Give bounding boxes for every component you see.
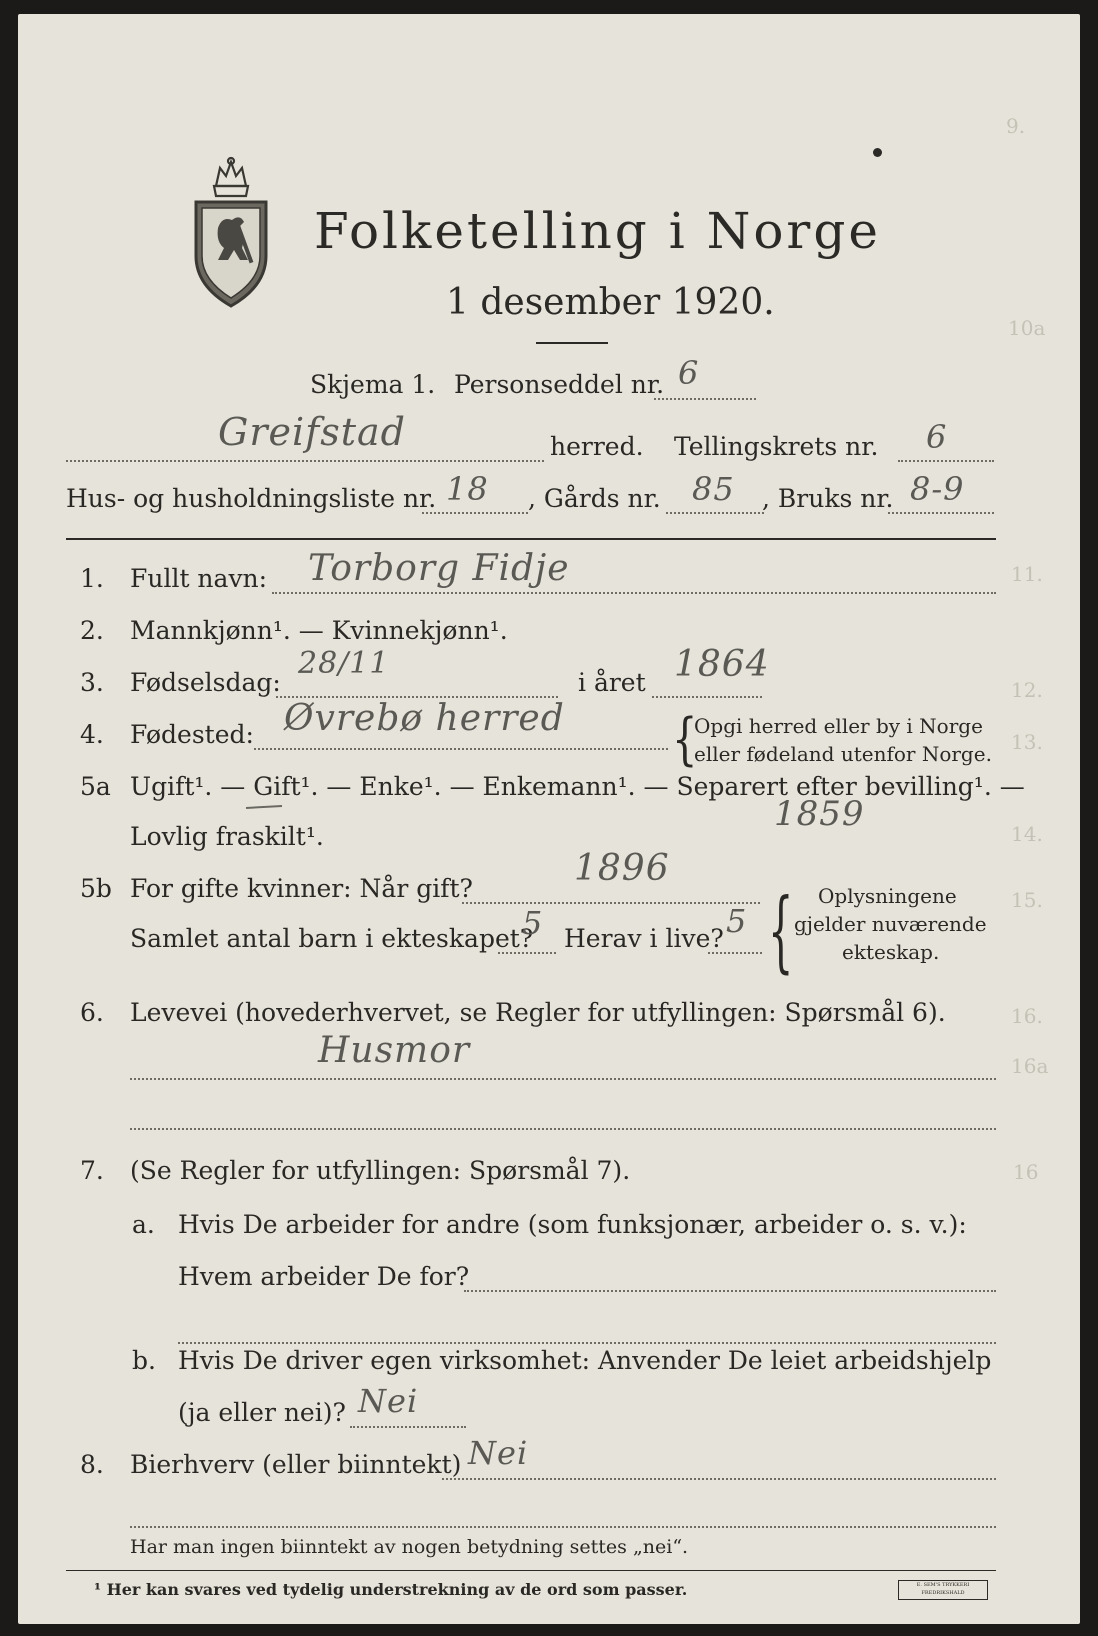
birth-year-value: 1864	[674, 644, 770, 685]
q5b-note-3: ekteskap.	[842, 940, 940, 964]
q7-label: (Se Regler for utfyllingen: Spørsmål 7).	[130, 1156, 631, 1185]
full-name-field[interactable]	[272, 592, 996, 594]
q1-number: 1.	[80, 564, 104, 593]
bruks-value: 8-9	[910, 470, 965, 508]
bleed-through-text: 13.	[1011, 730, 1043, 754]
herred-label: herred.	[550, 432, 644, 461]
q5b-note-2: gjelder nuværende	[794, 912, 987, 936]
skjema-label: Skjema 1.	[310, 370, 436, 399]
q5b-brace: {	[768, 882, 794, 984]
hired-help-value: Nei	[358, 1382, 419, 1420]
form-title: Folketelling i Norge	[314, 202, 881, 260]
side-income-field-2[interactable]	[130, 1526, 996, 1528]
printer-stamp	[898, 1580, 988, 1600]
q6-number: 6.	[80, 998, 104, 1027]
gards-label: , Gårds nr.	[528, 484, 661, 513]
herred-value: Greifstad	[218, 410, 406, 454]
herav-label: Herav i live?	[564, 924, 724, 953]
full-name-value: Torborg Fidje	[308, 548, 570, 589]
personseddel-value: 6	[678, 354, 700, 392]
q8-label: Bierhverv (eller biinntekt)	[130, 1450, 462, 1479]
bruks-label: , Bruks nr.	[762, 484, 894, 513]
footer-rule	[66, 1570, 996, 1571]
bleed-through-text: 16a	[1011, 1054, 1049, 1078]
birthplace-field[interactable]	[254, 748, 668, 750]
q5b-number: 5b	[80, 874, 112, 903]
q3-label: Fødselsdag:	[130, 668, 281, 697]
q2-label: Mannkjønn¹. — Kvinnekjønn¹.	[130, 616, 508, 645]
printer-stamp-text: E. SEM'S TRYKKERI FREDRIKSHALD	[916, 1582, 970, 1596]
q8-number: 8.	[80, 1450, 104, 1479]
q7a-line-2: Hvem arbeider De for?	[178, 1262, 470, 1291]
birthplace-brace: {	[672, 708, 698, 773]
personseddel-label: Personseddel nr.	[454, 370, 665, 399]
ink-speck	[873, 148, 882, 157]
bleed-through-text: 10a	[1008, 316, 1046, 340]
gards-field[interactable]	[666, 512, 764, 514]
occupation-field-2[interactable]	[130, 1128, 996, 1130]
tellingskrets-label: Tellingskrets nr.	[674, 432, 879, 461]
footnote: ¹ Her kan svares ved tydelig understrekning av de ord som passer.	[94, 1580, 688, 1599]
bleed-through-text: 12.	[1011, 678, 1043, 702]
coat-of-arms-icon	[188, 156, 274, 312]
birth-year-field[interactable]	[652, 696, 762, 698]
side-income-field[interactable]	[442, 1478, 996, 1480]
census-form-sheet	[18, 14, 1080, 1624]
birthday-value: 28/11	[298, 646, 390, 681]
q5b-note-1: Oplysningene	[818, 884, 957, 908]
marital-status-options-2: Lovlig fraskilt¹.	[130, 822, 324, 851]
form-date: 1 desember 1920.	[446, 282, 775, 323]
married-when-value: 1896	[574, 848, 670, 889]
year-label: i året	[578, 668, 646, 697]
children-alive-field[interactable]	[708, 952, 762, 954]
occupation-value: Husmor	[318, 1030, 471, 1071]
birthplace-value: Øvrebø herred	[284, 698, 565, 739]
q2-number: 2.	[80, 616, 104, 645]
tellingskrets-value: 6	[926, 418, 948, 456]
occupation-field[interactable]	[130, 1078, 996, 1080]
q7b-letter: b.	[132, 1346, 156, 1375]
gift-underline	[246, 805, 282, 809]
title-divider	[536, 342, 608, 344]
q5a-number: 5a	[80, 772, 111, 801]
q4-label: Fødested:	[130, 720, 254, 749]
herred-field[interactable]	[66, 460, 544, 462]
tellingskrets-field[interactable]	[898, 460, 994, 462]
side-income-value: Nei	[468, 1434, 529, 1472]
hus-field[interactable]	[422, 512, 528, 514]
footer-note: Har man ingen biinntekt av nogen betydning settes „nei“.	[130, 1536, 689, 1558]
hired-help-field[interactable]	[350, 1426, 466, 1428]
header-rule	[66, 538, 996, 540]
employer-field-2[interactable]	[178, 1342, 996, 1344]
bleed-through-text: 9.	[1006, 114, 1026, 138]
q3-number: 3.	[80, 668, 104, 697]
q5b-line-2: Samlet antal barn i ekteskapet?	[130, 924, 534, 953]
hus-value: 18	[446, 470, 489, 508]
bleed-through-text: 11.	[1011, 562, 1043, 586]
children-total-value: 5	[522, 904, 544, 942]
birthplace-note-1: Opgi herred eller by i Norge	[694, 714, 983, 738]
q7a-letter: a.	[132, 1210, 155, 1239]
bleed-through-text: 14.	[1011, 822, 1043, 846]
bleed-through-text: 15.	[1011, 888, 1043, 912]
q5b-line-1: For gifte kvinner: Når gift?	[130, 874, 473, 903]
q7b-line-2: (ja eller nei)?	[178, 1398, 346, 1427]
q7-number: 7.	[80, 1156, 104, 1185]
q6-label: Levevei (hovederhvervet, se Regler for utfyllingen: Spørsmål 6).	[130, 998, 946, 1027]
marriage-year-margin: 1859	[774, 794, 865, 834]
married-when-field[interactable]	[462, 902, 760, 904]
personseddel-field[interactable]	[654, 398, 756, 400]
q1-label: Fullt navn:	[130, 564, 268, 593]
birthplace-note-2: eller fødeland utenfor Norge.	[694, 742, 992, 766]
children-total-field[interactable]	[498, 952, 556, 954]
q7a-line-1: Hvis De arbeider for andre (som funksjonær, arbeider o. s. v.):	[178, 1210, 967, 1239]
bleed-through-text: 16.	[1011, 1004, 1043, 1028]
bruks-field[interactable]	[888, 512, 994, 514]
bleed-through-text: 16	[1013, 1160, 1039, 1184]
marital-status-options: Ugift¹. — Gift¹. — Enke¹. — Enkemann¹. — Separert efter bevilling¹. —	[130, 772, 1025, 801]
hus-label: Hus- og husholdningsliste nr.	[66, 484, 437, 513]
employer-field[interactable]	[464, 1290, 996, 1292]
gards-value: 85	[692, 470, 735, 508]
q4-number: 4.	[80, 720, 104, 749]
q7b-line-1: Hvis De driver egen virksomhet: Anvender De leiet arbeidshjelp	[178, 1346, 992, 1375]
children-alive-value: 5	[726, 902, 748, 940]
